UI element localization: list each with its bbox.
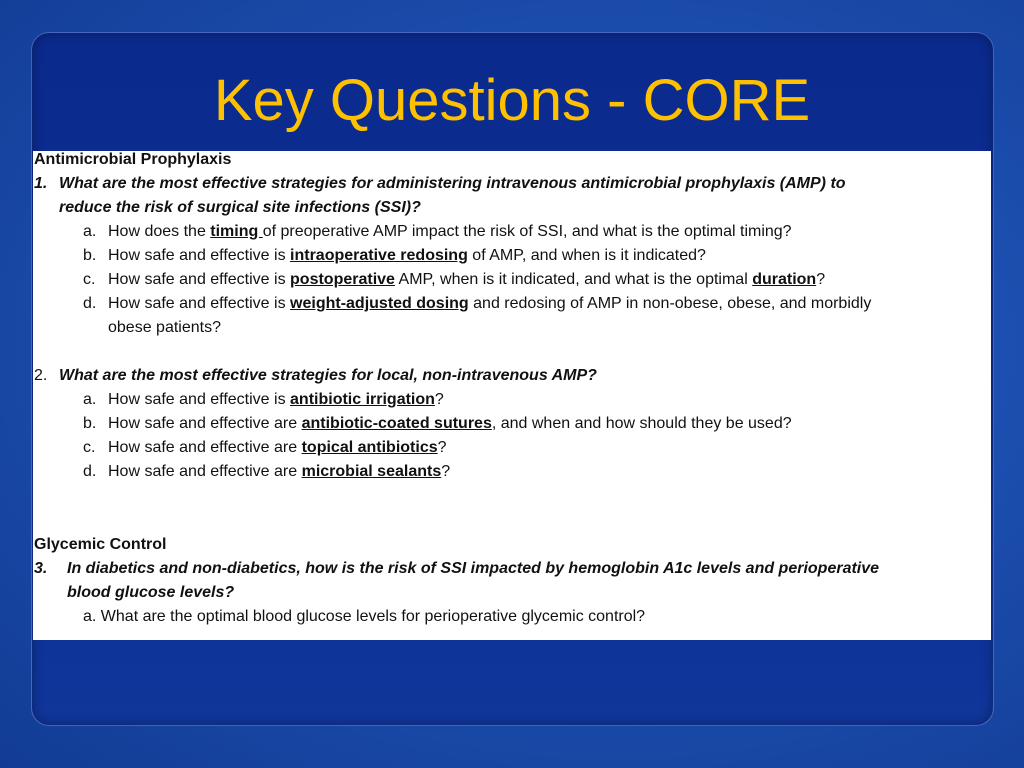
question-2c-key: topical antibiotics <box>301 439 438 456</box>
list-letter: b. <box>83 247 97 264</box>
question-1d-post: and redosing of AMP in non-obese, obese, and morbidly <box>468 295 872 312</box>
question-3-number: 3. <box>34 560 48 577</box>
question-1a-post: of preoperative AMP impact the risk of SSI, and what is the optimal timing? <box>262 223 792 240</box>
list-letter: b. <box>83 415 97 432</box>
question-1-text-2: reduce the risk of surgical site infections (SSI)? <box>59 199 421 216</box>
list-letter: a. <box>83 391 97 408</box>
question-1d-pre: How safe and effective is <box>108 295 291 312</box>
question-1b <box>83 244 706 268</box>
question-1b-pre: How safe and effective is <box>108 247 291 264</box>
question-1c-pre: How safe and effective is <box>108 271 291 288</box>
question-1-number: 1. <box>34 175 48 192</box>
question-2a-pre: How safe and effective is <box>108 391 291 408</box>
question-2d <box>83 460 450 484</box>
question-3-text-1: In diabetics and non-diabetics, how is the risk of SSI impacted by hemoglobin A1c levels and perioperative <box>67 560 880 577</box>
question-1c-post: ? <box>816 271 826 288</box>
question-1c-key-2: duration <box>752 271 817 288</box>
question-2-text: What are the most effective strategies for local, non-intravenous AMP? <box>59 367 597 384</box>
question-2c <box>83 436 447 460</box>
question-2-number: 2. <box>34 367 48 384</box>
question-1-text-1: What are the most effective strategies for administering intravenous antimicrobial prophylaxis (AMP) to <box>59 175 846 192</box>
document-image <box>33 151 991 640</box>
question-3a: a. What are the optimal blood glucose levels for perioperative glycemic control? <box>83 608 646 625</box>
question-1d <box>83 292 871 316</box>
question-1b-key: intraoperative redosing <box>290 247 468 264</box>
question-1d-key: weight-adjusted dosing <box>290 295 469 312</box>
question-2c-pre: How safe and effective are <box>108 439 302 456</box>
slide-title: Key Questions - CORE <box>213 68 811 133</box>
question-2c-post: ? <box>437 439 447 456</box>
question-1c-key: postoperative <box>290 271 395 288</box>
list-letter: c. <box>83 439 96 456</box>
question-2a-key: antibiotic irrigation <box>290 391 435 408</box>
question-1d-post-2: obese patients? <box>108 319 221 336</box>
question-1c <box>83 268 825 292</box>
list-letter: d. <box>83 463 97 480</box>
question-2b-post: , and when and how should they be used? <box>491 415 792 432</box>
question-3-line-1 <box>34 557 879 581</box>
question-2a <box>83 388 444 412</box>
question-2a-post: ? <box>434 391 444 408</box>
section-heading-glycemic: Glycemic Control <box>34 536 167 553</box>
question-1a-pre: How does the <box>108 223 211 240</box>
list-letter: a. <box>83 223 97 240</box>
question-1b-post: of AMP, and when is it indicated? <box>467 247 706 264</box>
section-heading-antimicrobial: Antimicrobial Prophylaxis <box>34 151 232 168</box>
question-1a-key: timing <box>210 223 263 240</box>
question-1a <box>83 220 792 244</box>
question-2d-post: ? <box>441 463 451 480</box>
question-2b <box>83 412 792 436</box>
question-2b-pre: How safe and effective are <box>108 415 302 432</box>
question-2b-key: antibiotic-coated sutures <box>301 415 492 432</box>
question-2 <box>34 364 597 388</box>
list-letter: d. <box>83 295 97 312</box>
question-1-line-1 <box>34 172 846 196</box>
question-2d-pre: How safe and effective are <box>108 463 302 480</box>
question-1c-mid: AMP, when is it indicated, and what is the optimal <box>394 271 753 288</box>
question-3-text-2: blood glucose levels? <box>67 584 235 601</box>
question-2d-key: microbial sealants <box>301 463 442 480</box>
list-letter: c. <box>83 271 96 288</box>
